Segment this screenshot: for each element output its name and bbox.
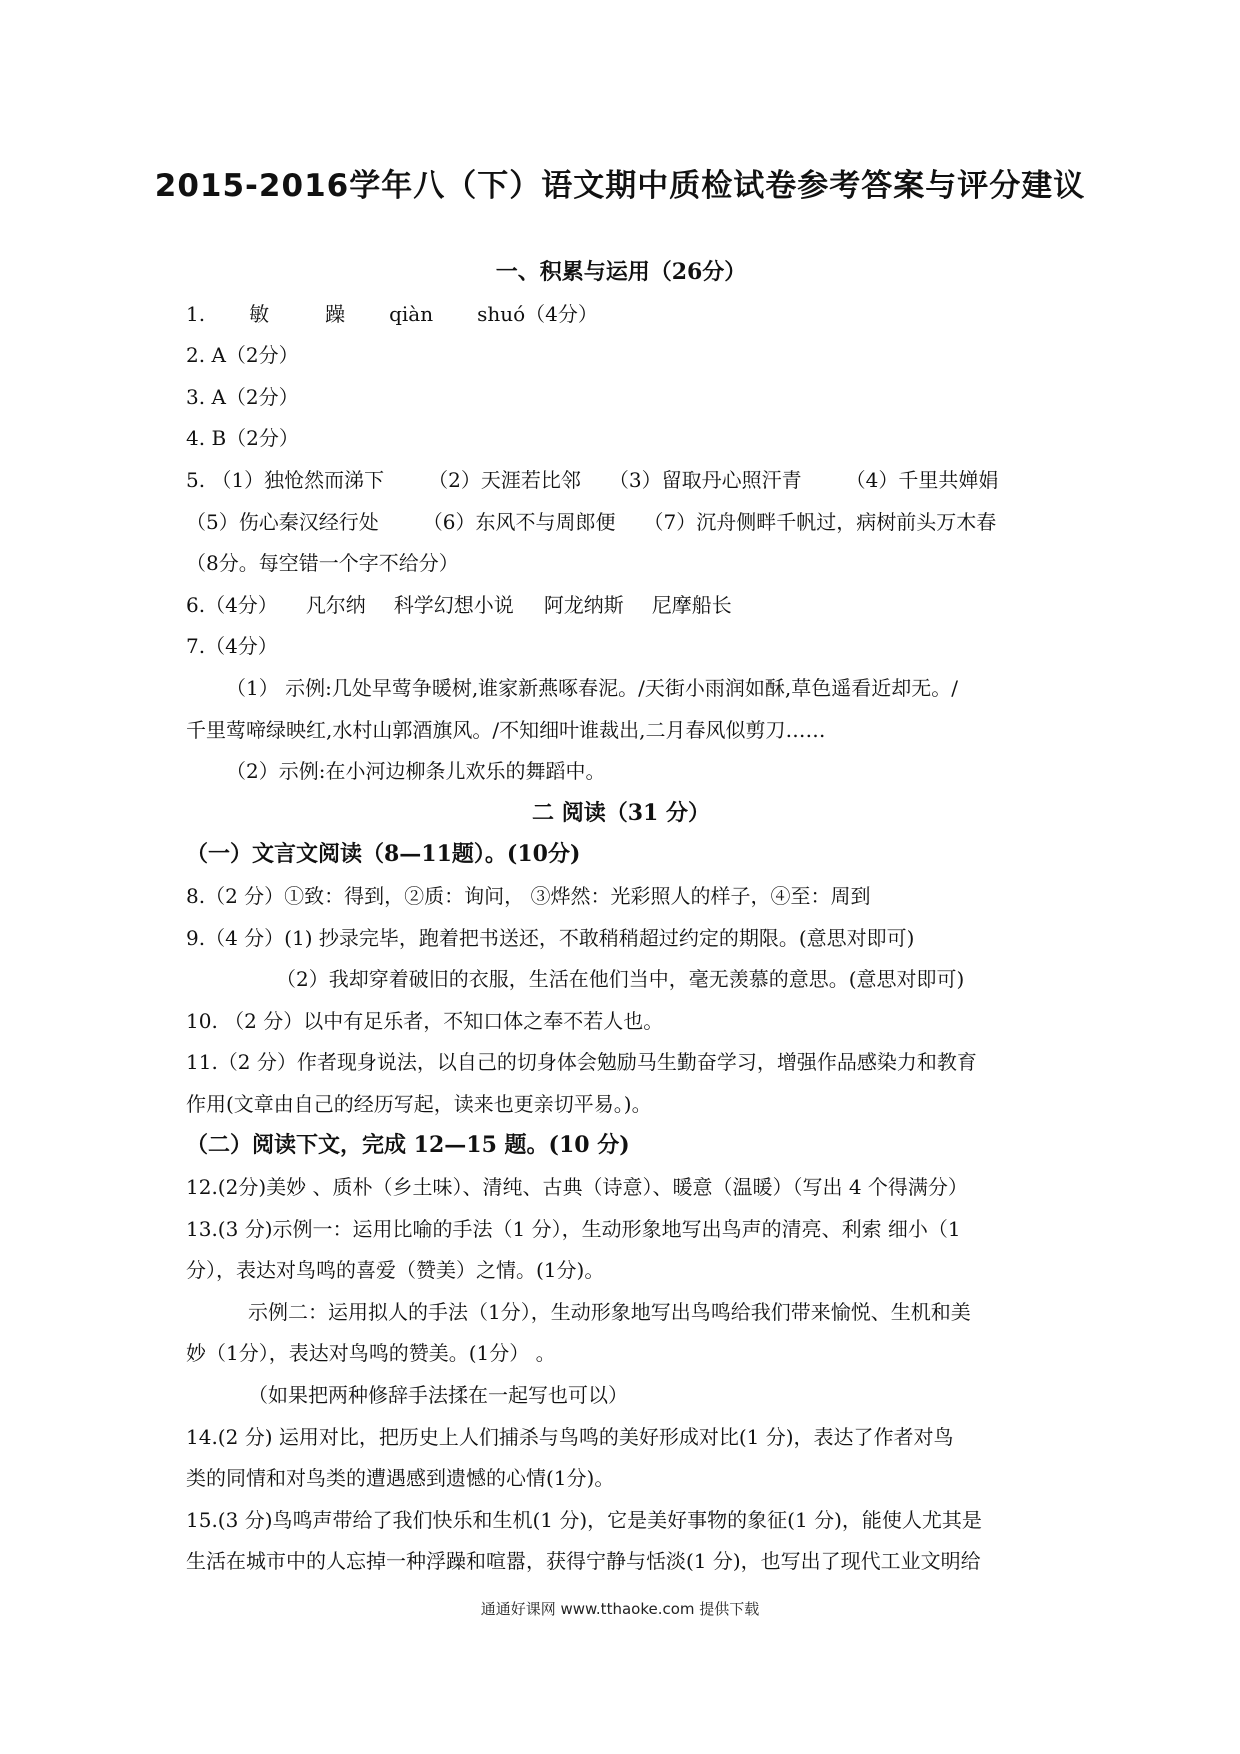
answer-q11: 11.（2 分）作者现身说法，以自己的切身体会勉励马生勤奋学习，增强作品感染力和教育 xyxy=(186,1050,977,1075)
answer-q5-line2: （5）伤心秦汉经行处 （6）东风不与周郎便 （7）沉舟侧畔千帆过，病树前头万木春 xyxy=(186,509,997,534)
answer-q8: 8.（2 分）①致：得到，②质：询问， ③烨然：光彩照人的样子，④至：周到 xyxy=(186,883,871,908)
answer-q5-note: （8分。每空错一个字不给分） xyxy=(186,551,459,576)
answer-q5-line1: 5. （1）独怆然而涕下 （2）天涯若比邻 （3）留取丹心照汗青 （4）千里共婵娟 xyxy=(186,467,999,492)
answer-q6: 6.（4分） 凡尔纳 科学幻想小说 阿龙纳斯 尼摩船长 xyxy=(186,592,732,617)
answer-q3: 3. A（2分） xyxy=(186,384,299,409)
answer-q14: 14.(2 分) 运用对比，把历史上人们捕杀与鸟鸣的美好形成对比(1 分)，表达了作者对鸟 xyxy=(186,1424,954,1449)
answer-q1: 1. 敏 躁 qiàn shuó（4分） xyxy=(186,301,598,326)
answer-q10: 10. （2 分）以中有足乐者，不知口体之奉不若人也。 xyxy=(186,1008,664,1033)
answer-q7-head: 7.（4分） xyxy=(186,634,278,659)
answer-q11-cont: 作用(文章由自己的经历写起，读来也更亲切平易。)。 xyxy=(186,1091,652,1116)
answer-q4: 4. B（2分） xyxy=(186,426,299,451)
answer-q7-part2: （2）示例:在小河边柳条儿欢乐的舞蹈中。 xyxy=(226,759,606,784)
answer-q15-cont: 生活在城市中的人忘掉一种浮躁和喧嚣，获得宁静与恬淡(1 分)，也写出了现代工业文明给 xyxy=(186,1549,981,1574)
answer-q13: 13.(3 分)示例一：运用比喻的手法（1 分），生动形象地写出鸟声的清亮、利索 细小（1 xyxy=(186,1216,961,1241)
subsection-heading-modern: （二）阅读下文，完成 12—15 题。(10 分) xyxy=(186,1132,630,1159)
answer-q13-cont: 分），表达对鸟鸣的喜爱（赞美）之情。(1分)。 xyxy=(186,1258,605,1283)
answer-q12: 12.(2分)美妙 、质朴（乡土味）、清纯、古典（诗意）、暖意（温暖）（写出 4 个得满分） xyxy=(186,1175,968,1200)
document-title: 2015-2016学年八（下）语文期中质检试卷参考答案与评分建议 xyxy=(154,168,1086,204)
section-heading-reading: 二 阅读（31 分） xyxy=(532,799,710,826)
answer-q9-part1: 9.（4 分）(1) 抄录完毕，跑着把书送还，不敢稍稍超过约定的期限。(意思对即可) xyxy=(186,925,915,950)
answer-q7-part1: （1） 示例:几处早莺争暖树,谁家新燕啄春泥。/天街小雨润如酥,草色遥看近却无。/ xyxy=(226,675,959,700)
page-footer: 通通好课网 www.tthaoke.com 提供下载 xyxy=(480,1600,760,1618)
answer-content xyxy=(186,252,1056,1583)
answer-q2: 2. A（2分） xyxy=(186,343,299,368)
answer-q15: 15.(3 分)鸟鸣声带给了我们快乐和生机(1 分)，它是美好事物的象征(1 分)，能使人尤其是 xyxy=(186,1507,982,1532)
answer-q13-note: （如果把两种修辞手法揉在一起写也可以） xyxy=(248,1383,628,1408)
answer-q9-part2: （2）我却穿着破旧的衣服，生活在他们当中，毫无羡慕的意思。(意思对即可) xyxy=(276,967,965,992)
answer-q14-cont: 类的同情和对鸟类的遭遇感到遗憾的心情(1分)。 xyxy=(186,1466,615,1491)
section-heading-accumulation: 一、积累与运用（26分） xyxy=(495,259,747,285)
answer-q13-example2-cont: 妙（1分），表达对鸟鸣的赞美。(1分） 。 xyxy=(186,1341,556,1366)
answer-q7-part1-cont: 千里莺啼绿映红,水村山郭酒旗风。/不知细叶谁裁出,二月春风似剪刀…… xyxy=(186,717,826,742)
answer-q13-example2: 示例二：运用拟人的手法（1分），生动形象地写出鸟鸣给我们带来愉悦、生机和美 xyxy=(248,1299,971,1324)
subsection-heading-classical: （一）文言文阅读（8—11题）。(10分) xyxy=(186,841,581,868)
